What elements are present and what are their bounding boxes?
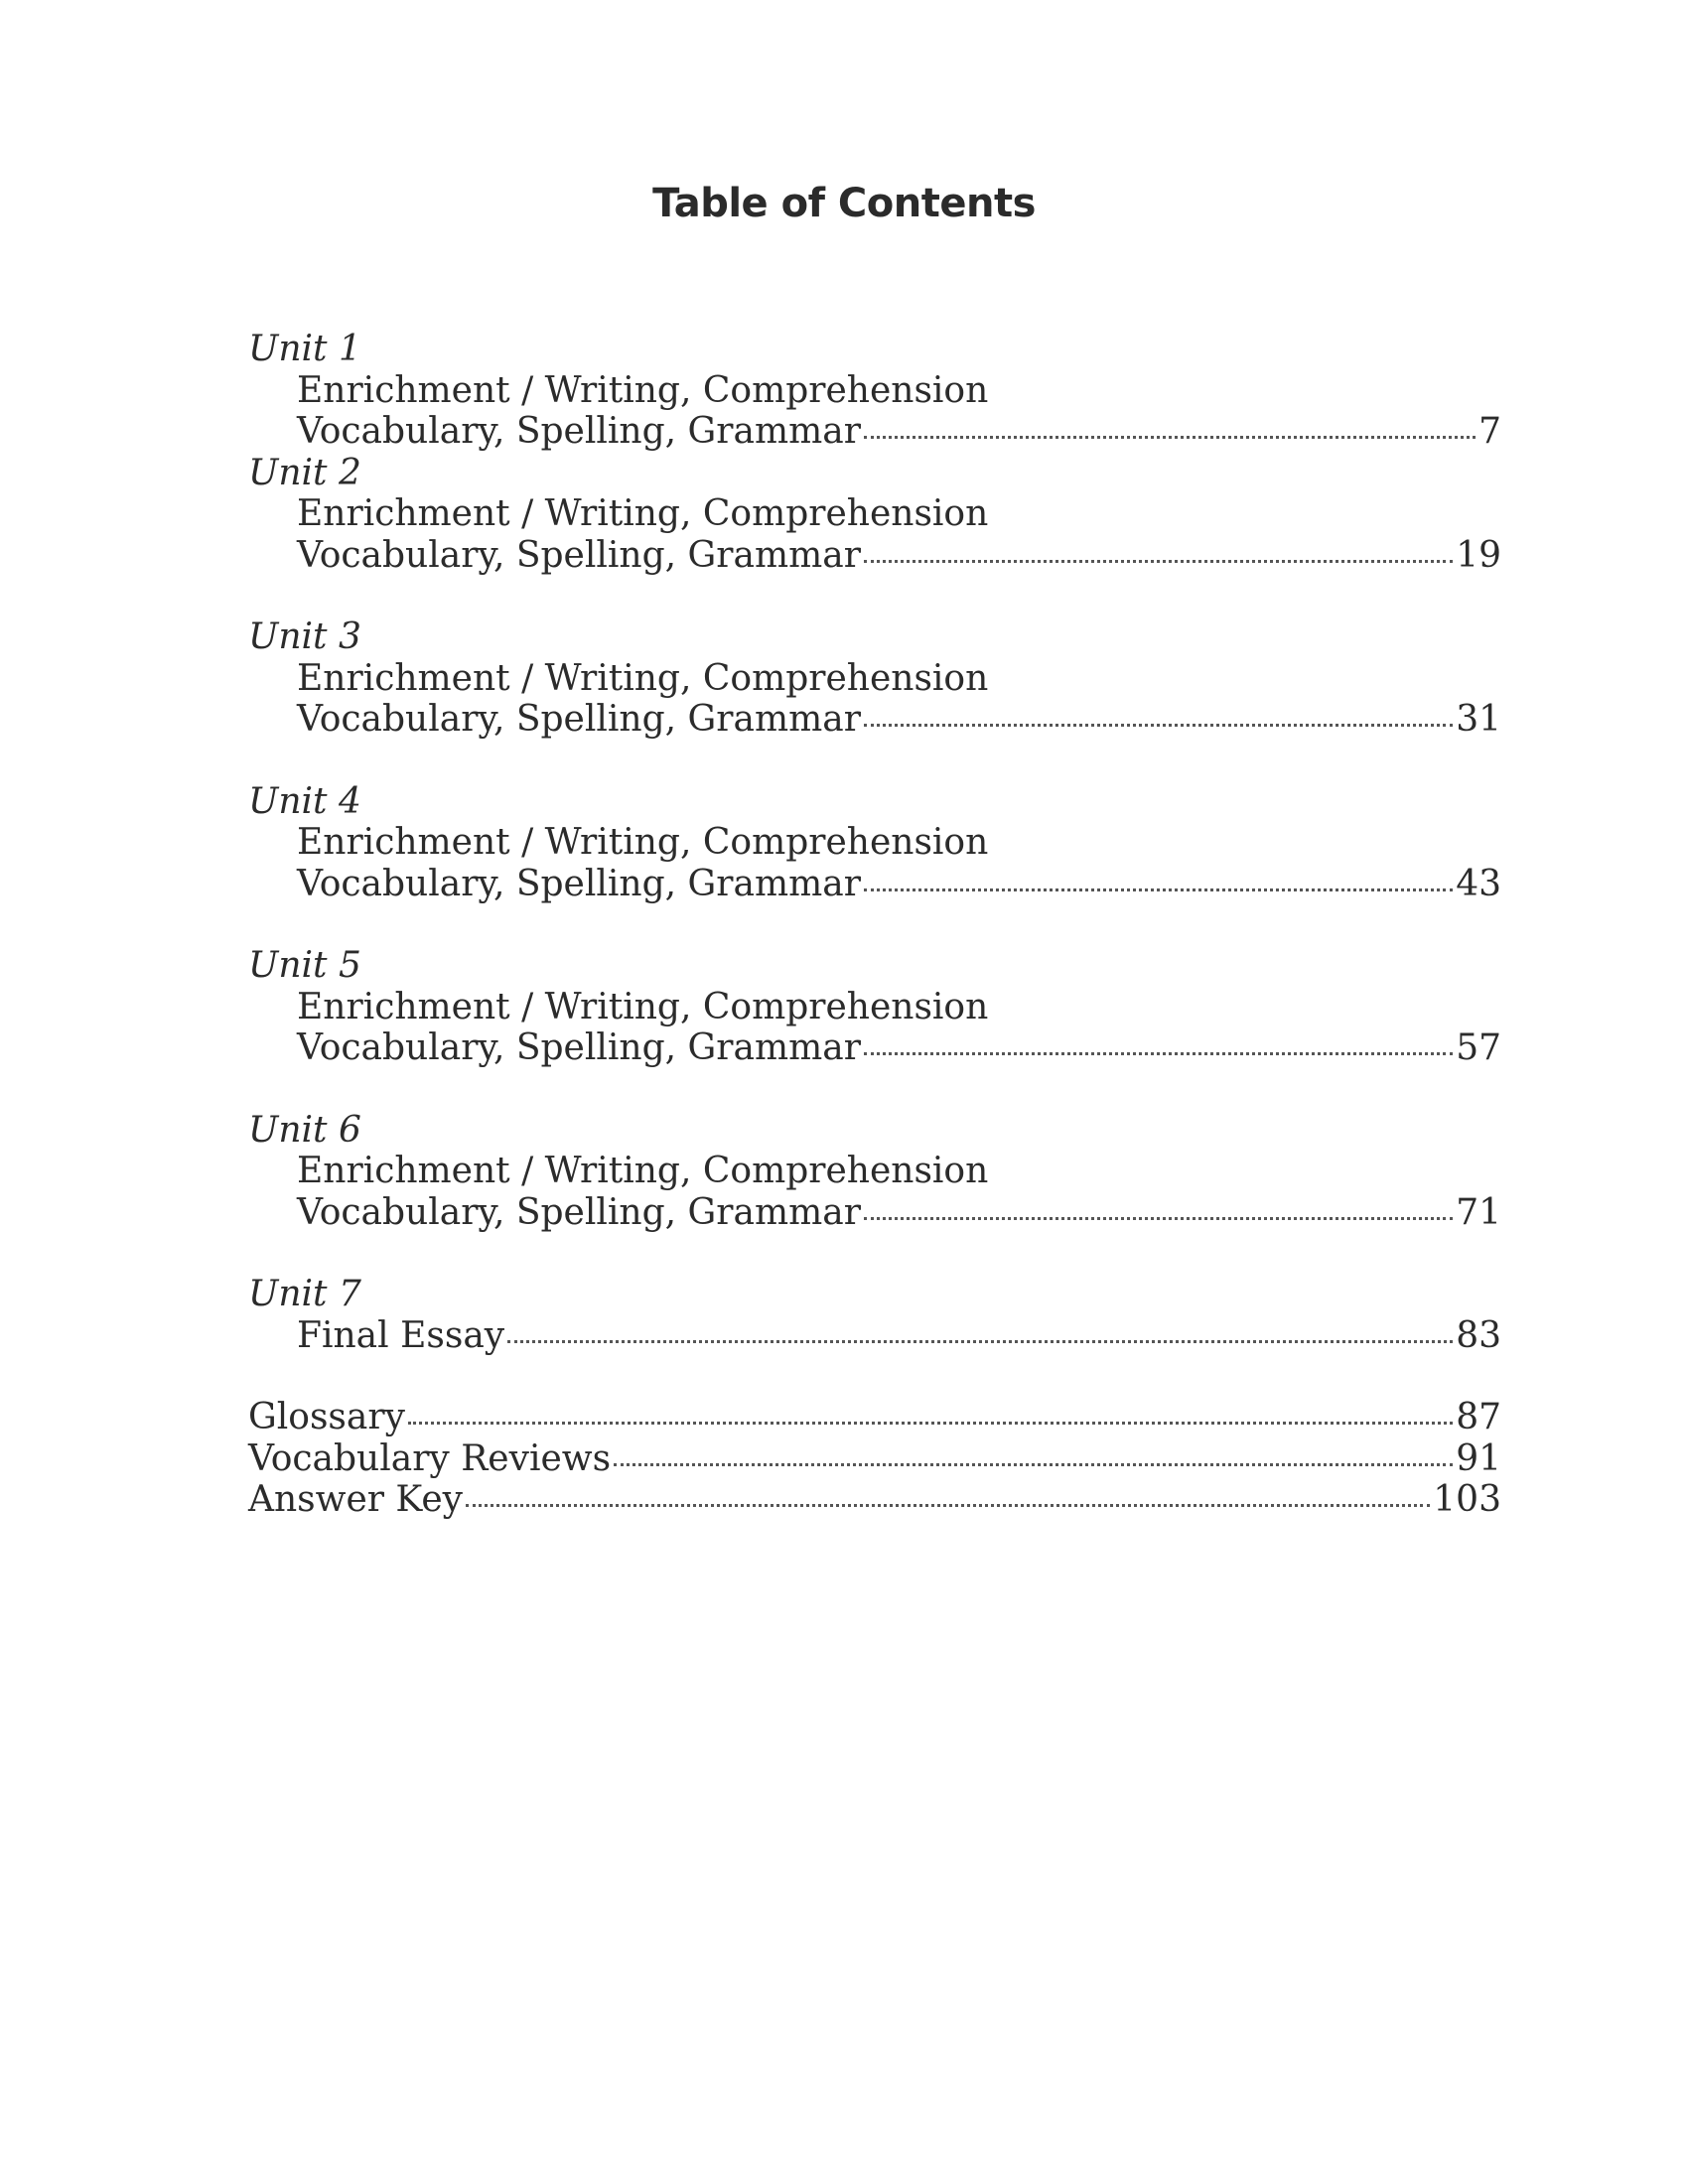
- page-number: 83: [1456, 1314, 1501, 1356]
- toc-entry[interactable]: [248, 1192, 1501, 1234]
- unit-topics-text: Enrichment / Writing, Comprehension: [297, 493, 989, 534]
- page-number: 91: [1456, 1437, 1501, 1479]
- toc-entry[interactable]: [248, 864, 1501, 905]
- entry-label: Vocabulary, Spelling, Grammar: [297, 534, 861, 576]
- entry-label: Vocabulary, Spelling, Grammar: [297, 1191, 861, 1233]
- entry-label: Answer Key: [248, 1479, 463, 1520]
- unit-topics-text: Enrichment / Writing, Comprehension: [297, 657, 989, 699]
- toc-unit-topics: [248, 822, 1501, 864]
- dot-leader: [864, 888, 1453, 891]
- spacer: [248, 1356, 1501, 1397]
- spacer: [248, 1233, 1501, 1274]
- toc-unit-heading: [248, 616, 1501, 658]
- toc-entry[interactable]: [248, 411, 1501, 453]
- entry-label: Vocabulary, Spelling, Grammar: [297, 863, 861, 904]
- unit-topics-text: Enrichment / Writing, Comprehension: [297, 986, 989, 1027]
- toc-entry-vocabulary-reviews[interactable]: [248, 1438, 1501, 1480]
- toc-unit-topics: [248, 658, 1501, 700]
- unit-label: Unit 2: [248, 452, 361, 493]
- dot-leader: [614, 1463, 1453, 1466]
- entry-label: Vocabulary, Spelling, Grammar: [297, 699, 861, 740]
- toc-entry[interactable]: [248, 699, 1501, 741]
- entry-label: Vocabulary, Spelling, Grammar: [297, 1027, 861, 1068]
- dot-leader: [864, 1217, 1453, 1220]
- unit-label: Unit 5: [248, 945, 361, 986]
- entry-label: Glossary: [248, 1397, 405, 1437]
- page-number: 43: [1456, 863, 1501, 904]
- entry-label: Vocabulary, Spelling, Grammar: [297, 411, 861, 452]
- toc-unit-topics: [248, 1151, 1501, 1192]
- toc-list: [248, 329, 1501, 1521]
- spacer: [248, 904, 1501, 945]
- page-number: 71: [1456, 1191, 1501, 1233]
- spacer: [248, 576, 1501, 616]
- unit-topics-text: Enrichment / Writing, Comprehension: [297, 822, 989, 863]
- page-title: Table of Contents: [652, 181, 1036, 226]
- unit-topics-text: Enrichment / Writing, Comprehension: [297, 1151, 989, 1191]
- toc-unit-topics: [248, 493, 1501, 535]
- toc-entry-glossary[interactable]: [248, 1397, 1501, 1438]
- dot-leader: [466, 1504, 1430, 1507]
- page-number: 7: [1478, 411, 1501, 452]
- page-number: 103: [1433, 1479, 1501, 1520]
- spacer: [248, 1069, 1501, 1110]
- page-number: 31: [1456, 699, 1501, 740]
- toc-unit-heading: [248, 453, 1501, 494]
- toc-unit-heading: [248, 1274, 1501, 1315]
- toc-unit-heading: [248, 781, 1501, 823]
- toc-entry[interactable]: [248, 1027, 1501, 1069]
- page-number: 19: [1456, 534, 1501, 576]
- dot-leader: [864, 724, 1453, 727]
- toc-unit-heading: [248, 329, 1501, 370]
- dot-leader: [864, 1052, 1453, 1055]
- entry-label: Final Essay: [297, 1314, 505, 1356]
- toc-entry[interactable]: [248, 1315, 1501, 1357]
- toc-entry[interactable]: [248, 535, 1501, 577]
- dot-leader: [507, 1340, 1453, 1343]
- dot-leader: [864, 436, 1476, 439]
- toc-entry-answer-key[interactable]: [248, 1479, 1501, 1521]
- page-number: 87: [1456, 1397, 1501, 1437]
- unit-label: Unit 1: [248, 329, 361, 369]
- page-number: 57: [1456, 1027, 1501, 1068]
- unit-label: Unit 7: [248, 1274, 361, 1314]
- entry-label: Vocabulary Reviews: [248, 1437, 612, 1479]
- toc-unit-heading: [248, 1110, 1501, 1152]
- unit-label: Unit 4: [248, 780, 361, 822]
- spacer: [248, 741, 1501, 781]
- unit-label: Unit 3: [248, 616, 361, 657]
- unit-label: Unit 6: [248, 1109, 361, 1151]
- dot-leader: [408, 1422, 1453, 1425]
- toc-unit-topics: [248, 987, 1501, 1028]
- toc-unit-heading: [248, 945, 1501, 987]
- unit-topics-text: Enrichment / Writing, Comprehension: [297, 369, 989, 411]
- dot-leader: [864, 560, 1453, 563]
- toc-unit-topics: [248, 370, 1501, 412]
